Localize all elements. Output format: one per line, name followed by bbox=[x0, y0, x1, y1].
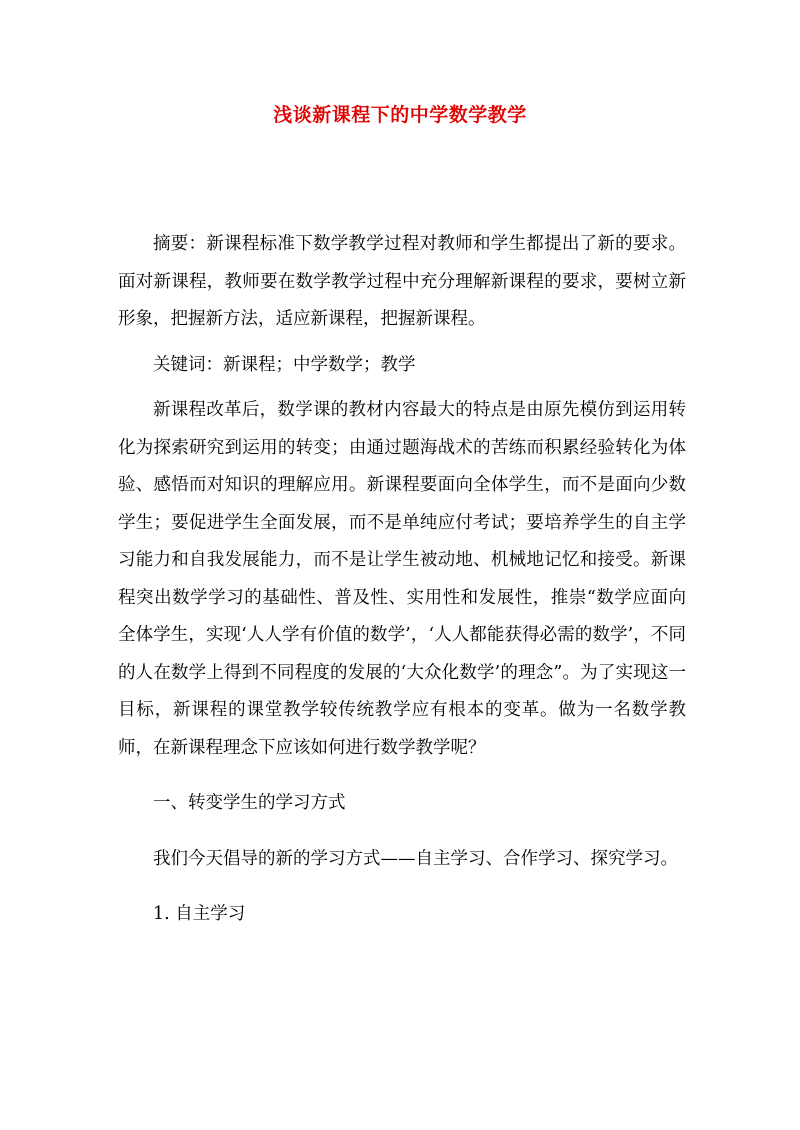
learning-methods-paragraph: 我们今天倡导的新的学习方式——自主学习、合作学习、探究学习。 bbox=[153, 848, 678, 869]
document-body bbox=[118, 226, 686, 942]
keywords-paragraph: 关键词：新课程；中学数学；教学 bbox=[153, 354, 416, 375]
page-title: 浅谈新课程下的中学数学教学 bbox=[273, 104, 527, 126]
intro-paragraph: 新课程改革后，数学课的教材内容最大的特点是由原先模仿到运用转化为探索研究到运用的转变；由通过题海战术的苦练而积累经验转化为体验、感悟而对知识的理解应用。新课程要面向全体学生，而不是面向少数学生；要促进学生全面发展，而不是单纯应付考试；要培养学生的自主学习能力和自我发展能力，而不是让学生被动地、机械地记忆和接受。新课程突出数学学习的基础性、普及性、实用性和发展性，推崇“数学应面向全体学生，实现‘人人学有价值的数学’，‘人人都能获得必需的数学’，不同的人在数学上得到不同程度的发展的‘大众化数学’的理念”。为了实现这一目标，新课程的课堂教学较传统教学应有根本的变革。做为一名数学教师，在新课程理念下应该如何进行数学教学呢？ bbox=[118, 400, 686, 758]
subsection-heading: 1. 自主学习 bbox=[153, 904, 246, 924]
section-heading: 一、转变学生的学习方式 bbox=[153, 793, 346, 813]
abstract-paragraph: 摘要：新课程标准下数学教学过程对教师和学生都提出了新的要求。面对新课程，教师要在数学教学过程中充分理解新课程的要求，要树立新形象，把握新方法，适应新课程，把握新课程。 bbox=[118, 234, 686, 329]
